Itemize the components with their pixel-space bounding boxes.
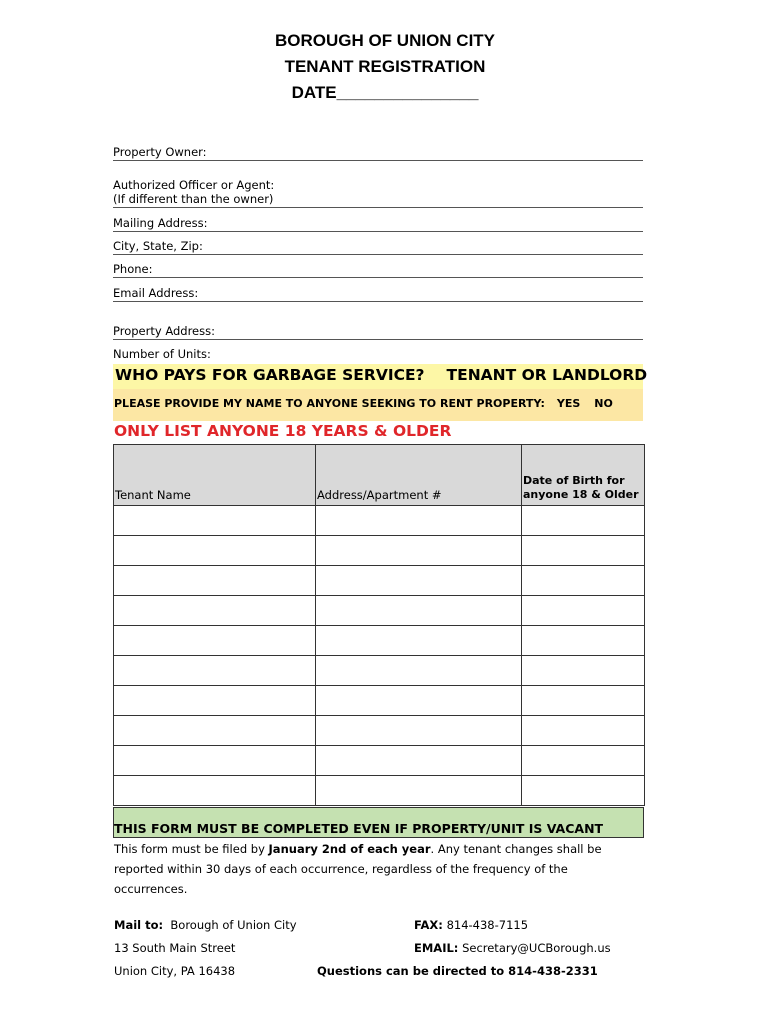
tenant-name-cell[interactable]: [114, 536, 316, 566]
tenant-name-cell[interactable]: [114, 566, 316, 596]
agent-sublabel: (If different than the owner): [113, 192, 274, 206]
number-of-units-label: Number of Units:: [113, 347, 211, 361]
dob-cell[interactable]: [522, 596, 645, 626]
address-cell[interactable]: [316, 536, 522, 566]
age-notice: ONLY LIST ANYONE 18 YEARS & OLDER: [114, 422, 452, 440]
dob-cell[interactable]: [522, 656, 645, 686]
tenant-table: [113, 444, 645, 806]
tenant-name-cell[interactable]: [114, 776, 316, 806]
number-of-units-field[interactable]: [113, 347, 643, 362]
table-row: [114, 506, 645, 536]
mail-street: 13 South Main Street: [114, 941, 236, 955]
borough-title: BOROUGH OF UNION CITY: [274, 31, 496, 50]
table-header-row: [114, 445, 645, 506]
mailing-address-label: Mailing Address:: [113, 216, 208, 230]
phone-label: Phone:: [113, 262, 153, 276]
property-address-field[interactable]: [113, 324, 643, 340]
table-row: [114, 566, 645, 596]
address-cell[interactable]: [316, 746, 522, 776]
property-address-label: Property Address:: [113, 324, 215, 338]
property-owner-field[interactable]: [113, 145, 643, 161]
vacant-notice: THIS FORM MUST BE COMPLETED EVEN IF PROPERTY/UNIT IS VACANT: [114, 821, 604, 836]
col-address: Address/Apartment #: [316, 445, 522, 506]
table-row: [114, 776, 645, 806]
vacant-notice-band: [113, 807, 644, 838]
email-line: [414, 941, 611, 955]
address-cell[interactable]: [316, 776, 522, 806]
dob-cell[interactable]: [522, 506, 645, 536]
fax-number: 814-438-7115: [446, 918, 529, 932]
tenant-name-cell[interactable]: [114, 716, 316, 746]
city-state-zip-field[interactable]: [113, 239, 643, 255]
mail-to-name: Borough of Union City: [170, 918, 297, 932]
address-cell[interactable]: [316, 686, 522, 716]
tenant-name-cell[interactable]: [114, 506, 316, 536]
col-date-of-birth: Date of Birth for anyone 18 & Older: [522, 445, 645, 506]
consent-band: [113, 389, 643, 421]
consent-yes-option[interactable]: YES: [556, 397, 581, 410]
table-row: [114, 596, 645, 626]
fax-label: FAX:: [414, 918, 443, 932]
dob-cell[interactable]: [522, 626, 645, 656]
email-field[interactable]: [113, 286, 643, 302]
garbage-question: WHO PAYS FOR GARBAGE SERVICE?: [115, 366, 425, 384]
address-cell[interactable]: [316, 626, 522, 656]
fax-line: [414, 918, 528, 932]
mail-city: Union City, PA 16438: [114, 964, 236, 978]
property-owner-label: Property Owner:: [113, 145, 207, 159]
table-row: [114, 716, 645, 746]
mail-to-label: Mail to:: [114, 918, 164, 932]
tenant-name-cell[interactable]: [114, 626, 316, 656]
garbage-service-band: [113, 364, 648, 389]
address-cell[interactable]: [316, 656, 522, 686]
phone-field[interactable]: [113, 262, 643, 278]
tenant-name-cell[interactable]: [114, 686, 316, 716]
table-row: [114, 536, 645, 566]
table-row: [114, 626, 645, 656]
garbage-answer-options[interactable]: TENANT OR LANDLORD: [446, 366, 648, 384]
dob-cell[interactable]: [522, 716, 645, 746]
filing-deadline: January 2nd of each year: [268, 842, 431, 856]
form-title: TENANT REGISTRATION: [284, 57, 486, 76]
dob-cell[interactable]: [522, 686, 645, 716]
date-line: DATE_______________: [291, 83, 479, 102]
agent-label: Authorized Officer or Agent:: [113, 178, 275, 192]
dob-cell[interactable]: [522, 776, 645, 806]
consent-no-option[interactable]: NO: [594, 397, 613, 410]
col-tenant-name: Tenant Name: [114, 445, 316, 506]
tenant-name-cell[interactable]: [114, 596, 316, 626]
email-contact-label: EMAIL:: [414, 941, 459, 955]
mailing-address-field[interactable]: [113, 216, 643, 232]
consent-text: PLEASE PROVIDE MY NAME TO ANYONE SEEKING TO RENT PROPERTY:: [114, 397, 545, 410]
city-state-zip-label: City, State, Zip:: [113, 239, 203, 253]
dob-cell[interactable]: [522, 746, 645, 776]
email-label: Email Address:: [113, 286, 199, 300]
questions-line: Questions can be directed to 814-438-2331: [317, 964, 598, 978]
tenant-name-cell[interactable]: [114, 656, 316, 686]
address-cell[interactable]: [316, 506, 522, 536]
address-cell[interactable]: [316, 596, 522, 626]
dob-cell[interactable]: [522, 566, 645, 596]
tenant-name-cell[interactable]: [114, 746, 316, 776]
table-row: [114, 656, 645, 686]
address-cell[interactable]: [316, 566, 522, 596]
email-address-link[interactable]: Secretary@UCBorough.us: [462, 941, 611, 955]
filing-instructions: This form must be filed by January 2nd of each year. Any tenant changes shall be reported within 30 days of each occurrence, regardless of the frequency of the occurrences.: [114, 842, 602, 896]
table-row: [114, 746, 645, 776]
address-cell[interactable]: [316, 716, 522, 746]
dob-cell[interactable]: [522, 536, 645, 566]
agent-field[interactable]: [113, 178, 643, 208]
table-row: [114, 686, 645, 716]
mail-to: [114, 918, 297, 932]
